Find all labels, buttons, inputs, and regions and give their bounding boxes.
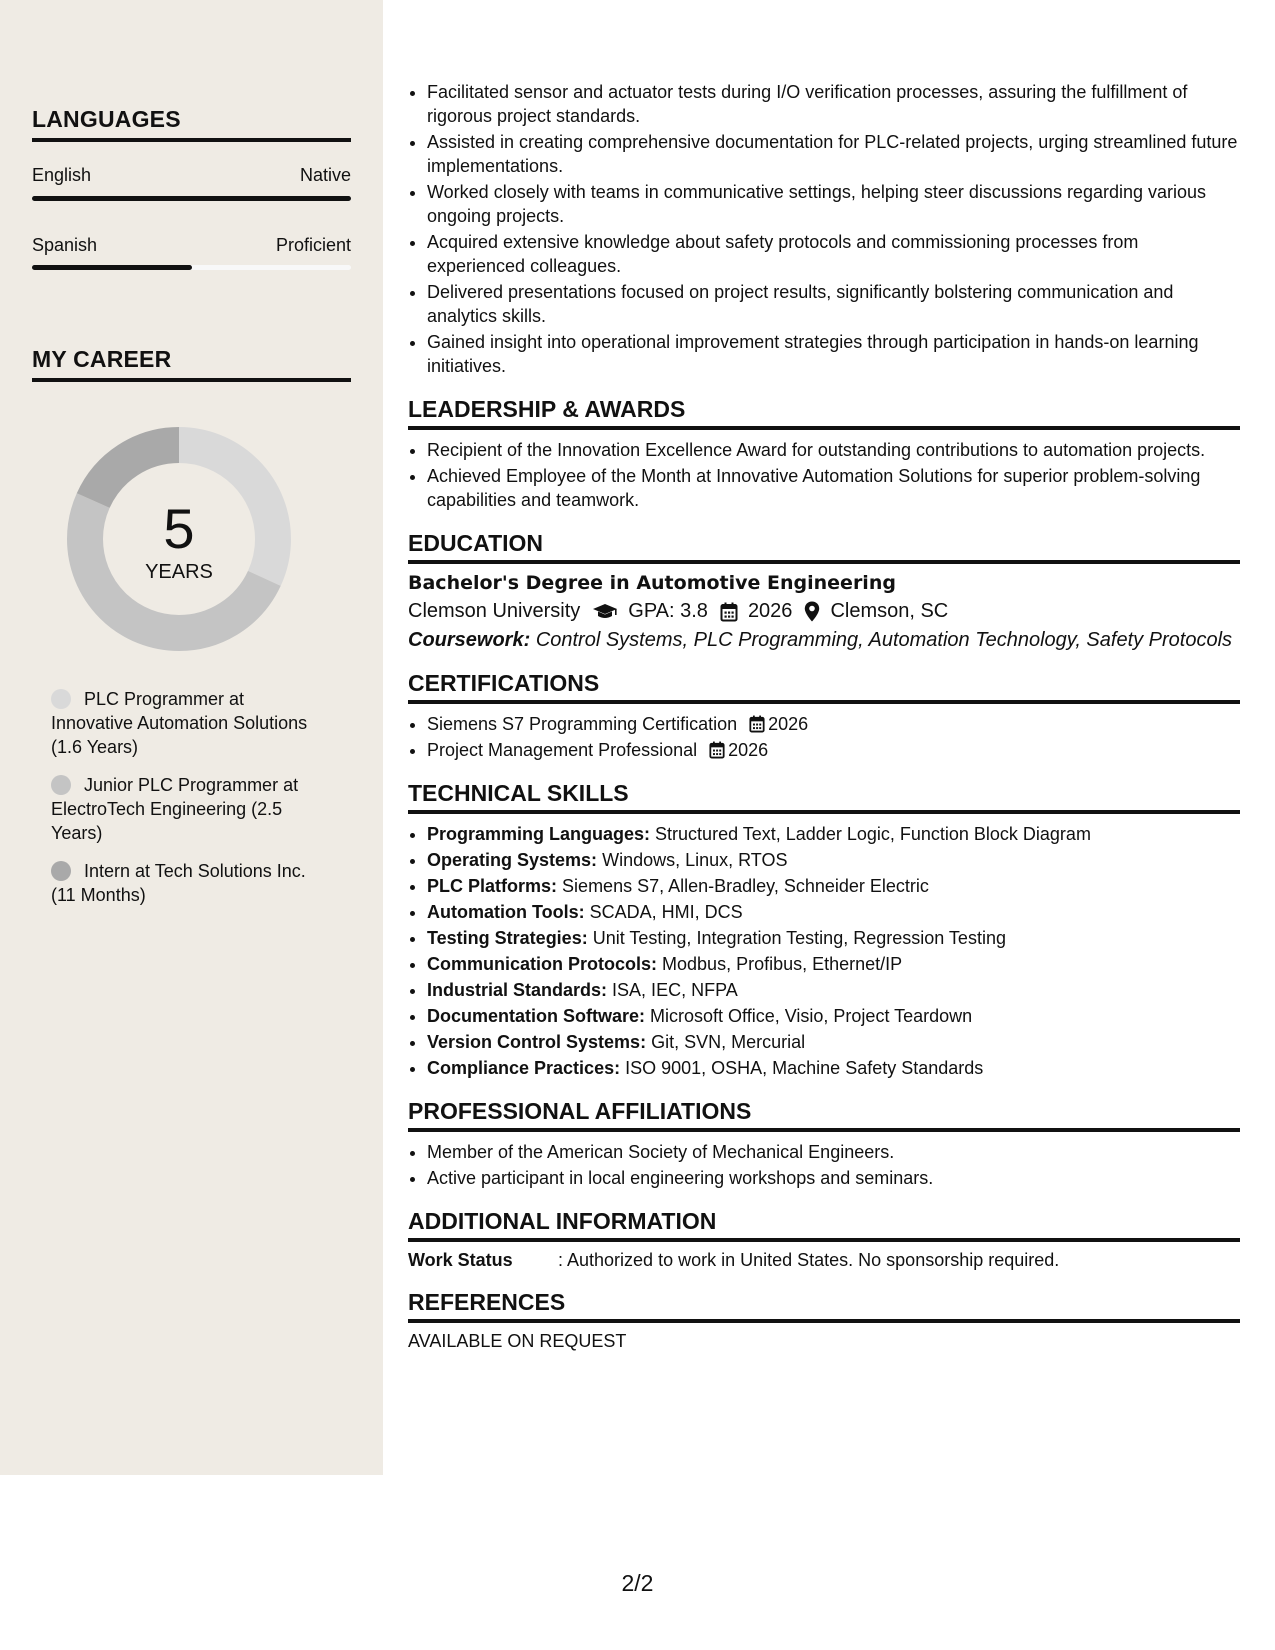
- leadership-list: [408, 438, 1240, 512]
- list-item: • Delivered presentations focused on project results, significantly bolstering communication and analytics skills.: [427, 280, 1240, 328]
- list-item: [427, 1056, 1240, 1080]
- skill-value: Modbus, Profibus, Ethernet/IP: [662, 954, 903, 974]
- language-bar-english: [32, 196, 351, 201]
- language-level: Proficient: [275, 235, 351, 255]
- coursework-text: Control Systems, PLC Programming, Automation Technology, Safety Protocols: [535, 629, 1233, 651]
- skill-value: Structured Text, Ladder Logic, Function Block Diagram: [655, 824, 1091, 844]
- skill-label: Testing Strategies:: [427, 928, 588, 948]
- calendar-icon: [720, 602, 738, 622]
- skill-value: Windows, Linux, RTOS: [602, 850, 788, 870]
- skills-list: [408, 822, 1240, 1080]
- references-text: AVAILABLE ON REQUEST: [408, 1331, 627, 1351]
- experience-bullet-list: [408, 80, 1240, 378]
- list-item: • Worked closely with teams in communicative settings, helping steer discussions regarding various ongoing projects.: [427, 180, 1240, 228]
- skill-value: ISA, IEC, NFPA: [612, 980, 738, 1000]
- references-heading: REFERENCES: [408, 1289, 1240, 1323]
- list-item: • Gained insight into operational improvement strategies through participation in hands-on learning initiatives.: [427, 330, 1240, 378]
- career-item-text: PLC Programmer at Innovative Automation Solutions (1.6 Years): [51, 689, 308, 757]
- skill-value: Microsoft Office, Visio, Project Teardown: [650, 1006, 973, 1026]
- skill-label: Operating Systems:: [427, 850, 598, 870]
- career-list: [51, 687, 331, 921]
- certifications-list: [408, 712, 1240, 762]
- leadership-heading: LEADERSHIP & AWARDS: [408, 396, 1240, 430]
- list-item: • Assisted in creating comprehensive documentation for PLC-related projects, urging streamlined future implementations.: [427, 130, 1240, 178]
- work-status-row: [408, 1250, 1240, 1271]
- affiliations-list: [408, 1140, 1240, 1190]
- skill-value: SCADA, HMI, DCS: [589, 902, 743, 922]
- language-bar-fill: [32, 265, 192, 270]
- coursework-line: [408, 629, 1240, 652]
- education-details: [408, 600, 1240, 623]
- school-location: Clemson, SC: [830, 600, 949, 622]
- work-status-value: : Authorized to work in United States. No sponsorship required.: [558, 1250, 1060, 1270]
- list-item: [427, 978, 1240, 1002]
- list-item: • Member of the American Society of Mechanical Engineers.: [427, 1140, 1240, 1164]
- list-item: • Facilitated sensor and actuator tests during I/O verification processes, assuring the fulfillment of rigorous project standards.: [427, 80, 1240, 128]
- skill-value: ISO 9001, OSHA, Machine Safety Standards: [625, 1058, 984, 1078]
- page-number: 2/2: [621, 1570, 654, 1596]
- career-heading: MY CAREER: [32, 346, 351, 382]
- list-item: • Active participant in local engineering workshops and seminars.: [427, 1166, 1240, 1190]
- skill-label: Version Control Systems:: [427, 1032, 647, 1052]
- legend-dot-icon: [51, 689, 71, 709]
- list-item: [427, 926, 1240, 950]
- skill-value: Unit Testing, Integration Testing, Regression Testing: [592, 928, 1006, 948]
- list-item: [427, 900, 1240, 924]
- list-item: • Achieved Employee of the Month at Innovative Automation Solutions for superior problem-solving capabilities and teamwork.: [427, 464, 1240, 512]
- skills-heading: TECHNICAL SKILLS: [408, 780, 1240, 814]
- language-name: English: [32, 165, 92, 185]
- list-item: [427, 712, 1240, 736]
- degree-title: Bachelor's Degree in Automotive Engineering: [408, 572, 896, 594]
- career-years-value: 5: [163, 496, 195, 560]
- language-bar-spanish: [32, 265, 351, 270]
- language-bar-fill: [32, 196, 351, 201]
- list-item: [427, 1004, 1240, 1028]
- location-pin-icon: [804, 601, 820, 622]
- certification-year: 2026: [728, 740, 769, 760]
- skill-value: Siemens S7, Allen-Bradley, Schneider Electric: [562, 876, 929, 896]
- school-name: Clemson University: [408, 600, 581, 622]
- list-item: • Acquired extensive knowledge about safety protocols and commissioning processes from experienced colleagues.: [427, 230, 1240, 278]
- skill-label: Industrial Standards:: [427, 980, 608, 1000]
- list-item: [427, 874, 1240, 898]
- language-level: Native: [299, 165, 351, 185]
- career-item: [51, 773, 331, 845]
- languages-heading: LANGUAGES: [32, 106, 351, 142]
- certifications-heading: CERTIFICATIONS: [408, 670, 1240, 704]
- career-item-text: Intern at Tech Solutions Inc. (11 Months): [51, 861, 306, 905]
- work-status-label: Work Status: [408, 1250, 513, 1270]
- list-item: [427, 738, 1240, 762]
- legend-dot-icon: [51, 861, 71, 881]
- education-heading: EDUCATION: [408, 530, 1240, 564]
- calendar-icon: [709, 741, 725, 759]
- language-name: Spanish: [32, 235, 98, 255]
- list-item: [427, 848, 1240, 872]
- coursework-label: Coursework:: [408, 629, 531, 651]
- legend-dot-icon: [51, 775, 71, 795]
- affiliations-heading: PROFESSIONAL AFFILIATIONS: [408, 1098, 1240, 1132]
- career-years-unit: YEARS: [145, 560, 213, 583]
- skill-label: Communication Protocols:: [427, 954, 658, 974]
- language-row-spanish: [32, 235, 351, 256]
- career-item: [51, 687, 331, 759]
- list-item: • Recipient of the Innovation Excellence Award for outstanding contributions to automation projects.: [427, 438, 1240, 462]
- skill-label: Compliance Practices:: [427, 1058, 621, 1078]
- list-item: [427, 952, 1240, 976]
- skill-value: Git, SVN, Mercurial: [651, 1032, 806, 1052]
- certification-name: • Siemens S7 Programming Certification: [427, 714, 738, 734]
- language-row-english: [32, 165, 351, 186]
- graduation-year: 2026: [747, 600, 793, 622]
- skill-label: PLC Platforms:: [427, 876, 558, 896]
- additional-info-heading: ADDITIONAL INFORMATION: [408, 1208, 1240, 1242]
- certification-name: • Project Management Professional: [427, 740, 698, 760]
- career-item: [51, 859, 331, 907]
- sidebar: [0, 0, 383, 1475]
- list-item: [427, 822, 1240, 846]
- list-item: [427, 1030, 1240, 1054]
- donut-center: [64, 424, 294, 654]
- skill-label: Documentation Software:: [427, 1006, 646, 1026]
- career-item-text: Junior PLC Programmer at ElectroTech Engineering (2.5 Years): [51, 775, 299, 843]
- skill-label: Programming Languages:: [427, 824, 651, 844]
- graduation-cap-icon: [592, 603, 618, 621]
- gpa-text: GPA: 3.8: [628, 600, 708, 622]
- main-content: [408, 80, 1240, 1352]
- skill-label: Automation Tools:: [427, 902, 585, 922]
- calendar-icon: [749, 715, 765, 733]
- certification-year: 2026: [768, 714, 809, 734]
